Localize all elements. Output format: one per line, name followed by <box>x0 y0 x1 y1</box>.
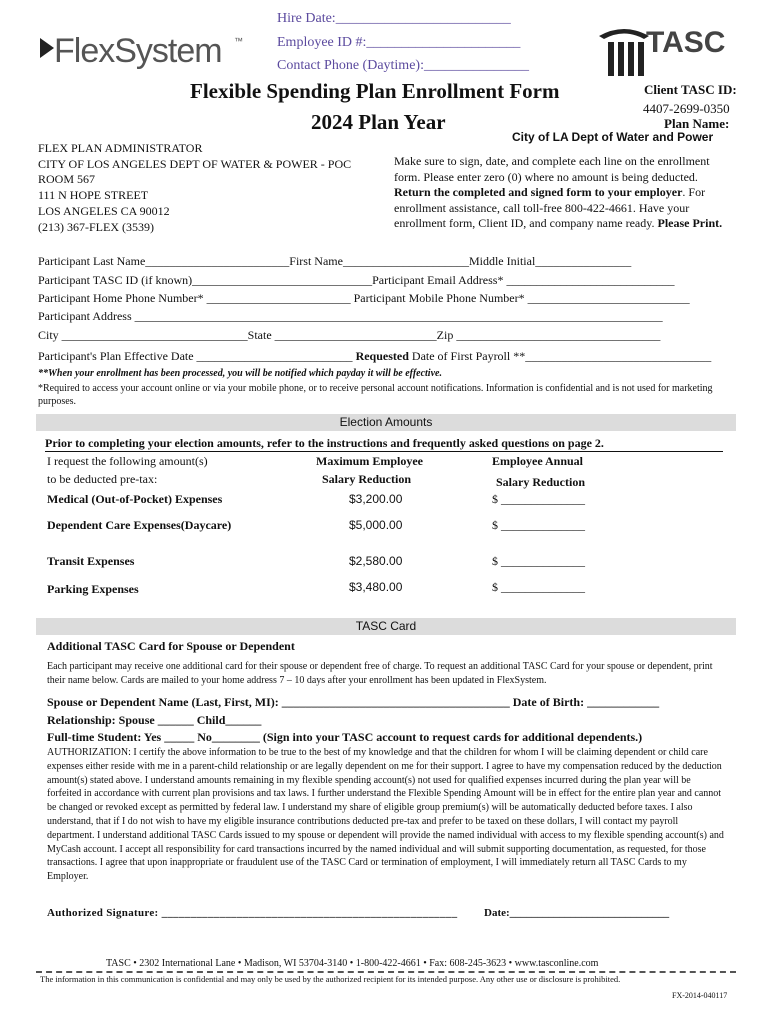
instructions-assist: . For enrollment assistance, call toll-free 800-422-4661. Have your enrollment form, Client ID, and company name ready. <box>394 185 706 230</box>
election-row-amount-input[interactable]: $ ______________ <box>492 580 585 594</box>
election-amounts-band: Election Amounts <box>36 414 736 431</box>
admin-line: LOS ANGELES CA 90012 <box>38 203 170 218</box>
tasc-card-heading: Additional TASC Card for Spouse or Dependent <box>47 639 295 653</box>
election-row-label: Parking Expenses <box>47 582 139 596</box>
plan-year: 2024 Plan Year <box>311 110 446 134</box>
election-row-amount-input[interactable]: $ ______________ <box>492 492 585 506</box>
instructions-return: Return the completed and signed form to your employer <box>394 185 683 199</box>
flexsystem-logo <box>36 30 246 80</box>
contact-phone-field[interactable]: Contact Phone (Daytime):_______________ <box>277 58 529 73</box>
admin-line: (213) 367-FLEX (3539) <box>38 219 154 234</box>
request-line-2: to be deducted pre-tax: <box>47 472 158 486</box>
footer-divider <box>36 971 736 973</box>
tasc-logo <box>594 22 744 82</box>
col-annual-header-2: Salary Reduction <box>496 475 586 489</box>
election-row-label: Medical (Out-of-Pocket) Expenses <box>47 492 223 506</box>
tasc-card-band: TASC Card <box>36 618 736 635</box>
admin-address <box>38 141 351 235</box>
election-row-max: $3,200.00 <box>349 492 403 506</box>
col-annual-header-1: Employee Annual <box>492 454 584 468</box>
tasc-logo-text: TASC <box>646 26 726 59</box>
election-row-label: Dependent Care Expenses(Daycare) <box>47 518 232 532</box>
hire-date-field[interactable]: Hire Date:_________________________ <box>277 11 511 26</box>
flexsystem-tm: ™ <box>234 36 243 46</box>
requested-label: Requested <box>355 349 409 363</box>
authorization-text: AUTHORIZATION: I certify the above information to be true to the best of my knowledge and that the children for whom I will be claiming dependent or child care expenses either reside with me in a parent-child relationship or are legally dependent on me for their support. I agree to have my compensation reduced by the deduction amount(s) stated above. I understand amounts remaining in my flexible spending account(s) not used for qualified expenses incurred during the plan year will be forfeited in accordance with current plan provisions and tax laws. I further understand the Flexible Spending Amount will be in effect for the entire plan year and cannot be changed or revoked except as permitted by federal law. I understand my share of eligible group premium(s) will be automatically deducted before taxes. I also understand, that if I do not wish to have my eligible insurance contributions deducted pre-tax and prefer to be taxed on these dollars, I will contact my payroll department. I understand additional TASC Cards issued to my spouse or dependent will provide the named individual with access to my flexible spending account(s) and MyCash account. I accept all responsibility for card transactions incurred by the named individual and will submit supporting documentation, as requested, for those transactions. I agree that upon inappropriate or fraudulent use of the TASC Card or termination of employment, I will immediately return all TASC Cards to my Employer. <box>47 747 724 883</box>
admin-line: ROOM 567 <box>38 172 96 187</box>
date-field[interactable]: Date:_____________________________ <box>484 907 670 919</box>
form-title: Flexible Spending Plan Enrollment Form <box>190 79 560 103</box>
participant-address-row[interactable]: Participant Address ________________________________________________________________________________________ <box>38 309 663 323</box>
instructions-print: Please Print. <box>657 216 723 230</box>
tasc-card-body: Each participant may receive one additional card for their spouse or dependent free of charge. To request an additional TASC Card for your spouse or dependent, print their name below. Cards are mailed to your home address 7 – 10 days after your enrollment has been updated in FlexSystem. <box>47 661 713 686</box>
admin-line: 111 N HOPE STREET <box>38 188 149 203</box>
spouse-name-row[interactable]: Spouse or Dependent Name (Last, First, MI): ______________________________________ Date of Birth: ____________ <box>47 695 660 709</box>
election-row-max: $3,480.00 <box>349 580 403 594</box>
col-max-header-1: Maximum Employee <box>316 454 423 468</box>
participant-tasc-id-row[interactable]: Participant TASC ID (if known)______________________________Participant Email Address* ____________________________ <box>38 273 675 287</box>
request-line-1: I request the following amount(s) <box>47 454 208 468</box>
election-row-amount-input[interactable]: $ ______________ <box>492 518 585 532</box>
election-row-max: $2,580.00 <box>349 554 403 568</box>
effective-date-row[interactable] <box>38 349 711 364</box>
instructions <box>394 154 734 232</box>
signature-field[interactable]: Authorized Signature: ___________________________________________________ <box>47 907 458 919</box>
footer-address: TASC • 2302 International Lane • Madison, WI 53704-3140 • 1-800-422-4661 • Fax: 608-245-3623 • www.tasconline.com <box>106 958 599 969</box>
participant-city-row[interactable]: City _______________________________State ___________________________Zip __________________________________ <box>38 328 661 342</box>
employee-id-field[interactable]: Employee ID #:______________________ <box>277 35 521 50</box>
flexsystem-logo-text: FlexSystem <box>54 32 222 70</box>
election-row-max: $5,000.00 <box>349 518 403 532</box>
col-max-header-2: Salary Reduction <box>322 472 412 486</box>
required-note: *Required to access your account online or via your mobile phone, or to receive personal account notifications. Information is confidential and is not used for marketing purposes. <box>38 383 713 407</box>
form-code: FX-2014-040117 <box>672 991 728 1000</box>
plan-name-value: City of LA Dept of Water and Power <box>512 130 714 144</box>
student-row[interactable]: Full-time Student: Yes _____ No________ (Sign into your TASC account to request cards for additional dependents.) <box>47 730 643 744</box>
client-id-value: 4407-2699-0350 <box>643 101 730 116</box>
admin-line: FLEX PLAN ADMINISTRATOR <box>38 141 203 155</box>
footer-confidential: The information in this communication is confidential and may only be used by the authorized recipient for its intended purpose. Any other use or disclosure is prohibited. <box>40 974 621 984</box>
client-id-label: Client TASC ID: <box>644 82 737 97</box>
effective-date-label: Participant's Plan Effective Date __________________________ <box>38 349 356 363</box>
participant-phone-row[interactable]: Participant Home Phone Number* ________________________ Participant Mobile Phone Number* ___________________________ <box>38 291 690 305</box>
election-row-amount-input[interactable]: $ ______________ <box>492 554 585 568</box>
admin-line: CITY OF LOS ANGELES DEPT OF WATER & POWER - POC <box>38 156 352 171</box>
prior-note: Prior to completing your election amounts, refer to the instructions and frequently asked questions on page 2. <box>45 436 723 452</box>
participant-name-row[interactable]: Participant Last Name________________________First Name_____________________Middle Initial________________ <box>38 254 632 268</box>
election-row-label: Transit Expenses <box>47 554 135 568</box>
relationship-row[interactable]: Relationship: Spouse ______ Child______ <box>47 713 262 727</box>
first-payroll-label: Date of First Payroll **_______________________________ <box>408 349 712 363</box>
instructions-text: Make sure to sign, date, and complete each line on the enrollment form. Please enter zero (0) where no amount is being deducted. <box>394 154 710 184</box>
plan-name-label: Plan Name: <box>664 116 730 131</box>
payday-note: **When your enrollment has been processed, you will be notified which payday it will be effective. <box>38 368 442 379</box>
